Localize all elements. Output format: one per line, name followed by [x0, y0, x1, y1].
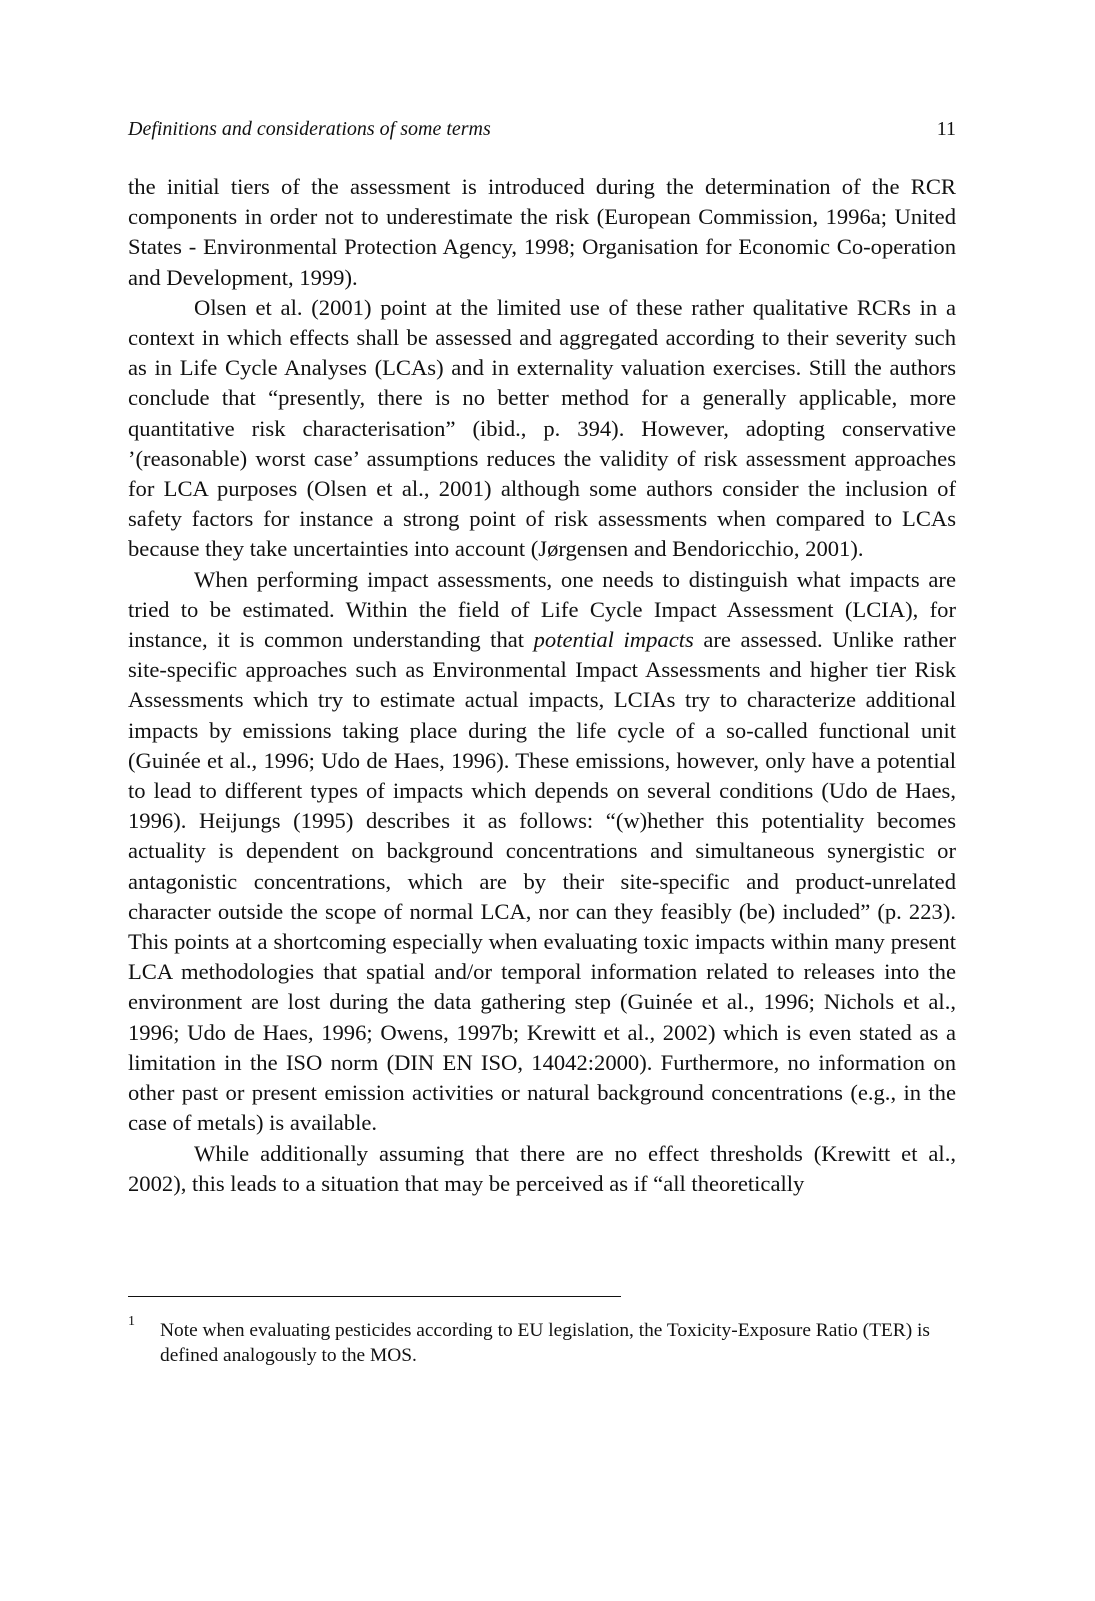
paragraph-text: When performing impact assessments, one needs to distinguish what impacts are tried to be estimated. Within the field of Life Cycle Impact Assessment (LCIA), for instance, it is common understanding that [128, 566, 956, 653]
emphasized-term: potential impacts [533, 627, 694, 653]
paragraph [128, 293, 956, 565]
paragraph-text: While additionally assuming that there are no effect thresholds (Krewitt et al., 2002), this leads to a situation that may be perceived as if “all theoretically [128, 1140, 956, 1196]
footnote-rule [128, 1296, 621, 1297]
paragraph-text: the initial tiers of the assessment is introduced during the determination of the RCR components in order not to underestimate the risk (European Commission, 1996a; United States - Environmental Protection Agency, 1998; Organisation for Economic Co-operation and Development, 1999). [128, 174, 956, 290]
running-head-title: Definitions and considerations of some terms [128, 118, 491, 140]
footnote-marker: 1 [128, 1314, 135, 1329]
footnote-text: Note when evaluating pesticides according to EU legislation, the Toxicity-Exposure Ratio (TER) is defined analogously to the MOS. [160, 1320, 930, 1366]
paragraph [128, 172, 956, 293]
footnote [128, 1314, 956, 1368]
paragraph [128, 1139, 956, 1199]
page-number: 11 [936, 118, 956, 140]
paragraph-text: are assessed. Unlike rather site-specific approaches such as Environmental Impact Assessments and higher tier Risk Assessments which try to estimate actual impacts, LCIAs try to characterize additional impacts by emissions taking place during the life cycle of a so-called functional unit (Guinée et al., 1996; Udo de Haes, 1996). These emissions, however, only have a potential to lead to different types of impacts which depends on several conditions (Udo de Haes, 1996). Heijungs (1995) describes it as follows: “(w)hether this potentiality becomes actuality is dependent on background concentrations and simultaneous synergistic or antagonistic concentrations, which are by their site-specific and product-unrelated character outside the scope of normal LCA, nor can they feasibly (be) included” (p. 223). This points at a shortcoming especially when evaluating toxic impacts within many present LCA methodologies that spatial and/or temporal information related to releases into the environment are lost during the data gathering step (Guinée et al., 1996; Nichols et al., 1996; Udo de Haes, 1996; Owens, 1997b; Krewitt et al., 2002) which is even stated as a limitation in the ISO norm (DIN EN ISO, 14042:2000). Furthermore, no information on other past or present emission activities or natural background concentrations (e.g., in the case of metals) is available. [128, 627, 956, 1136]
body-text [128, 172, 956, 1199]
paragraph-text: Olsen et al. (2001) point at the limited use of these rather qualitative RCRs in a context in which effects shall be assessed and aggregated according to their severity such as in Life Cycle Analyses (LCAs) and in externality valuation exercises. Still the authors conclude that “presently, there is no better method for a generally applicable, more quantitative risk characterisation” (ibid., p. 394). However, adopting conservative ’(reasonable) worst case’ assumptions reduces the validity of risk assessment approaches for LCA purposes (Olsen et al., 2001) although some authors consider the inclusion of safety factors for instance a strong point of risk assessments when compared to LCAs because they take uncertainties into account (Jørgensen and Bendoricchio, 2001). [128, 294, 956, 562]
running-head [128, 116, 956, 142]
paragraph [128, 565, 956, 1139]
